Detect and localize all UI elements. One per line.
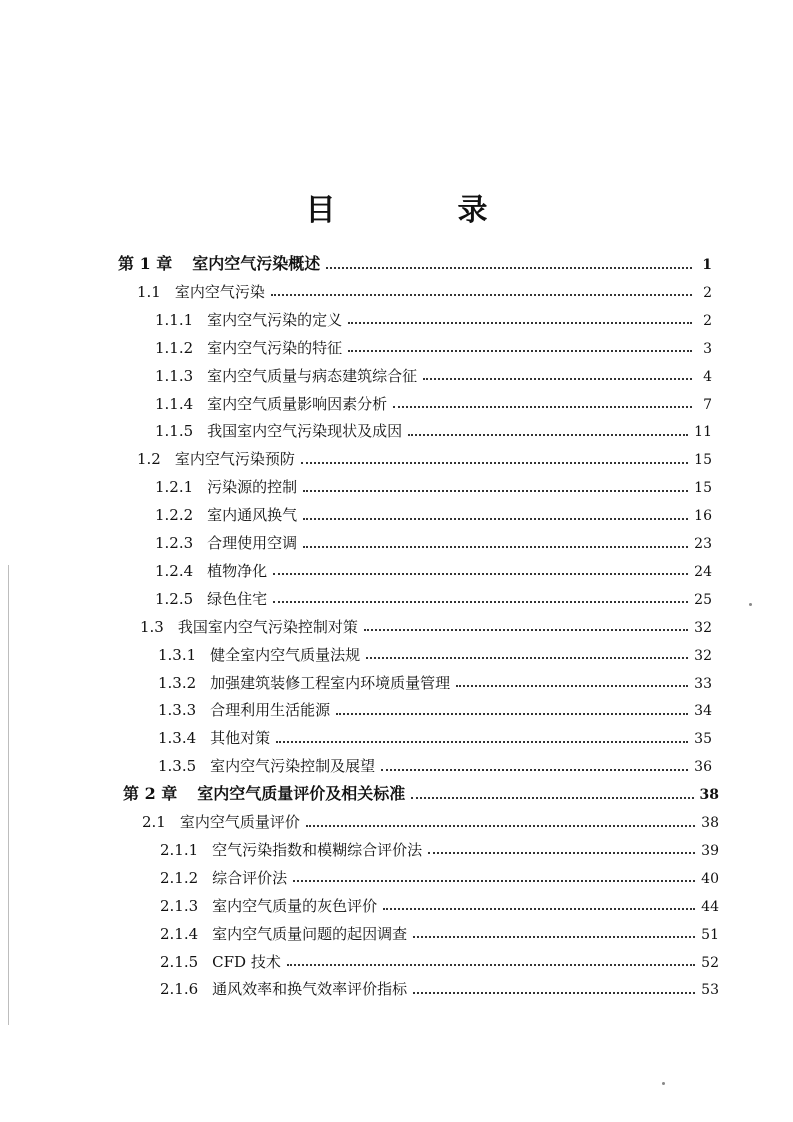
toc-dot-leader — [348, 349, 692, 352]
toc-dot-leader — [428, 851, 695, 854]
toc-subsection-row[interactable] — [158, 696, 712, 724]
toc-dot-leader — [273, 572, 688, 575]
toc-dot-leader — [411, 796, 693, 799]
toc-subsection-row[interactable] — [158, 669, 712, 697]
toc-dot-leader — [306, 824, 695, 827]
toc-dot-leader — [423, 377, 692, 380]
toc-page-number: 40 — [701, 870, 719, 887]
toc-page-number: 33 — [694, 675, 712, 692]
toc-title: 室内空气污染概述 — [192, 254, 321, 273]
toc-number: 2.1.2 — [160, 868, 199, 887]
toc-title: 合理使用空调 — [207, 534, 298, 552]
toc-dot-leader — [336, 712, 688, 715]
toc-subsection-row[interactable] — [158, 641, 712, 669]
toc-subsection-row[interactable] — [155, 501, 712, 529]
toc-subsection-row[interactable] — [155, 390, 712, 418]
toc-dot-leader — [408, 433, 688, 436]
toc-page-number: 39 — [701, 842, 719, 859]
toc-dot-leader — [271, 293, 692, 296]
toc-section-row[interactable] — [140, 613, 712, 641]
toc-subsection-row[interactable] — [155, 334, 712, 362]
toc-subsection-row[interactable] — [158, 724, 712, 752]
toc-page-number: 2 — [703, 284, 712, 301]
toc-page-number: 24 — [694, 563, 712, 580]
toc-number: 1.3.5 — [158, 757, 197, 776]
toc-dot-leader — [287, 963, 695, 966]
toc-number: 1.2.3 — [155, 534, 194, 552]
toc-dot-leader — [456, 684, 688, 687]
toc-page-number: 36 — [694, 759, 712, 776]
toc-page-number: 52 — [701, 954, 719, 971]
toc-page-number: 34 — [694, 703, 712, 720]
toc-dot-leader — [364, 628, 688, 631]
toc-title: 植物净化 — [207, 561, 268, 580]
toc-number: 1.2.2 — [155, 506, 194, 525]
toc-number: 第 1 章 — [118, 254, 173, 273]
toc-section-row[interactable] — [142, 808, 719, 836]
toc-title: 室内空气质量与病态建筑综合征 — [207, 366, 418, 385]
toc-title: 室内空气污染控制及展望 — [210, 757, 376, 776]
toc-subsection-row[interactable] — [155, 362, 712, 390]
toc-subsection-row[interactable] — [155, 306, 712, 334]
toc-title: 室内空气质量的灰色评价 — [212, 896, 378, 915]
scan-speck — [749, 603, 752, 606]
toc-page-number: 32 — [694, 647, 712, 664]
toc-number: 1.3.4 — [158, 729, 197, 748]
toc-dot-leader — [273, 600, 688, 603]
scan-margin-line — [8, 565, 9, 1025]
toc-title: 室内空气污染的特征 — [207, 338, 343, 357]
toc-number: 2.1.5 — [160, 952, 199, 971]
toc-number: 1.2.1 — [155, 478, 194, 497]
toc-page-number: 15 — [694, 452, 712, 469]
toc-title: 室内空气污染的定义 — [207, 310, 343, 329]
toc-chapter-row[interactable] — [123, 780, 719, 808]
toc-dot-leader — [393, 405, 692, 408]
toc-page-number: 2 — [703, 312, 712, 329]
toc-title: 健全室内空气质量法规 — [210, 645, 361, 664]
toc-subsection-row[interactable] — [160, 892, 719, 920]
toc-title: 室内空气质量评价及相关标准 — [197, 784, 406, 804]
scan-speck — [662, 1082, 665, 1085]
toc-dot-leader — [293, 879, 695, 882]
toc-number: 1.3.3 — [158, 701, 197, 720]
toc-title: 室内通风换气 — [207, 506, 298, 525]
toc-number: 2.1.1 — [160, 840, 199, 859]
toc-number: 2.1.3 — [160, 896, 199, 915]
toc-dot-leader — [381, 768, 688, 771]
toc-number: 1.3 — [140, 617, 164, 636]
toc-subsection-row[interactable] — [160, 975, 719, 1003]
toc-number: 第 2 章 — [123, 784, 178, 804]
toc-number: 1.2.5 — [155, 589, 194, 608]
toc-title: 污染源的控制 — [207, 478, 298, 497]
toc-dot-leader — [383, 907, 695, 910]
toc-page-number: 51 — [701, 926, 719, 943]
toc-number: 1.1.1 — [155, 310, 194, 329]
toc-section-row[interactable] — [137, 445, 712, 473]
toc-section-row[interactable] — [137, 278, 712, 306]
toc-title: 我国室内空气污染现状及成因 — [207, 422, 403, 441]
toc-subsection-row[interactable] — [155, 529, 712, 557]
toc-page-number: 1 — [702, 257, 712, 273]
toc-title: 室内空气质量问题的起因调查 — [212, 924, 408, 943]
toc-subsection-row[interactable] — [160, 836, 719, 864]
toc-number: 2.1 — [142, 813, 166, 831]
toc-title: 通风效率和换气效率评价指标 — [212, 980, 408, 999]
toc-number: 2.1.4 — [160, 924, 199, 943]
toc-number: 2.1.6 — [160, 980, 199, 999]
toc-title: 加强建筑装修工程室内环境质量管理 — [210, 673, 451, 692]
toc-title: 其他对策 — [210, 729, 271, 748]
toc-dot-leader — [413, 935, 695, 938]
toc-subsection-row[interactable] — [155, 417, 712, 445]
toc-dot-leader — [301, 461, 688, 464]
toc-dot-leader — [413, 991, 695, 994]
toc-title: 室内空气污染预防 — [174, 450, 295, 469]
toc-number: 1.1.2 — [155, 338, 194, 357]
toc-subsection-row[interactable] — [155, 585, 712, 613]
toc-number: 1.1.4 — [155, 394, 194, 413]
toc-title: 室内空气质量影响因素分析 — [207, 394, 388, 413]
toc-dot-leader — [303, 517, 688, 520]
toc-number: 1.3.1 — [158, 645, 197, 664]
toc-subsection-row[interactable] — [160, 948, 719, 976]
toc-page-number: 32 — [694, 619, 712, 636]
toc-dot-leader — [303, 545, 688, 548]
toc-page-number: 15 — [694, 480, 712, 497]
toc-page-number: 44 — [701, 898, 719, 915]
toc-page-number: 23 — [694, 536, 712, 552]
toc-number: 1.2 — [137, 450, 161, 469]
toc-title: CFD 技术 — [212, 952, 281, 971]
toc-title: 我国室内空气污染控制对策 — [177, 617, 358, 636]
toc-title: 室内空气质量评价 — [179, 813, 300, 831]
toc-page-number: 11 — [694, 424, 712, 441]
toc-page-number: 4 — [703, 368, 712, 385]
toc-subsection-row[interactable] — [158, 752, 712, 780]
toc-page-number: 35 — [694, 731, 712, 748]
toc-dot-leader — [348, 321, 692, 324]
toc-dot-leader — [276, 740, 688, 743]
toc-number: 1.1.3 — [155, 366, 194, 385]
toc-number: 1.1 — [137, 282, 161, 301]
toc-title: 空气污染指数和模糊综合评价法 — [212, 840, 423, 859]
toc-chapter-row[interactable] — [118, 250, 712, 278]
toc-page-number: 53 — [701, 982, 719, 999]
toc-subsection-row[interactable] — [160, 920, 719, 948]
page-title: 目 录 — [305, 193, 534, 228]
toc-page-number: 38 — [699, 787, 719, 804]
toc-page-number: 7 — [703, 396, 712, 413]
toc-number: 1.3.2 — [158, 673, 197, 692]
toc-title: 合理利用生活能源 — [210, 701, 331, 720]
toc-subsection-row[interactable] — [155, 473, 712, 501]
toc-page-number: 3 — [703, 340, 712, 357]
toc-page-number: 38 — [701, 815, 719, 831]
toc-dot-leader — [326, 266, 692, 269]
toc-title: 综合评价法 — [212, 868, 288, 887]
toc-page-number: 16 — [694, 508, 712, 525]
toc-page-number: 25 — [694, 591, 712, 608]
toc-dot-leader — [366, 656, 688, 659]
toc-number: 1.1.5 — [155, 422, 194, 441]
toc-dot-leader — [303, 489, 688, 492]
toc-subsection-row[interactable] — [155, 557, 712, 585]
toc-number: 1.2.4 — [155, 561, 194, 580]
toc-title: 室内空气污染 — [174, 282, 265, 301]
toc-title: 绿色住宅 — [207, 589, 268, 608]
toc-subsection-row[interactable] — [160, 864, 719, 892]
